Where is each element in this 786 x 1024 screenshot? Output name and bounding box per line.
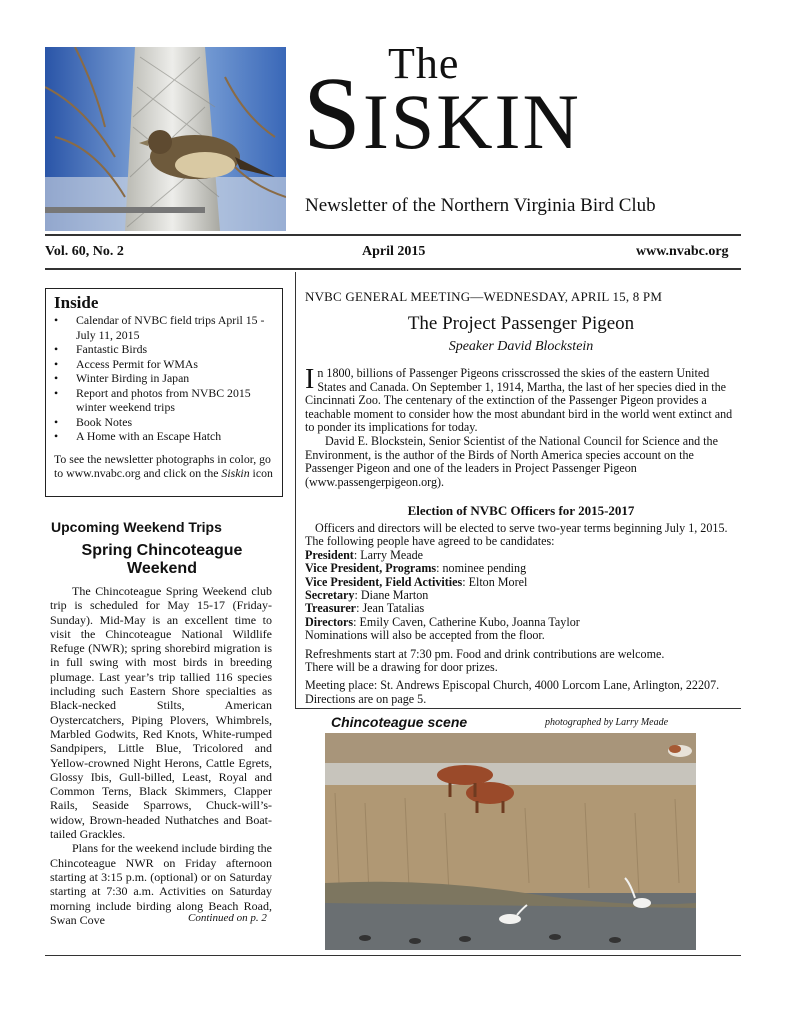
officer-role: Vice President, Field Activities xyxy=(305,574,463,589)
masthead-title-rest: ISKIN xyxy=(362,78,581,165)
officer-name: : Jean Tatalias xyxy=(356,601,425,616)
scene-caption: Chincoteague scene xyxy=(331,714,468,730)
officer-row xyxy=(305,589,737,602)
officer-row xyxy=(305,562,737,575)
inside-note-text: To see the newsletter photographs in color, go to www.nvabc.org and click on the xyxy=(54,451,271,480)
election-heading: Election of NVBC Officers for 2015-2017 xyxy=(407,503,635,518)
inside-item: • A Home with an Escape Hatch xyxy=(54,429,274,444)
volume-number: Vol. 60, No. 2 xyxy=(45,244,124,259)
election-article xyxy=(305,522,737,706)
officer-role: Treasurer xyxy=(305,601,357,616)
masthead-bird-photo xyxy=(45,47,286,231)
masthead-title xyxy=(303,56,581,171)
masthead-the: The xyxy=(388,39,460,88)
trip-paragraph-1: The Chincoteague Spring Weekend club trip is scheduled for May 15-17 (Friday-Sunday). Mid-May is an excellent time to visit the Chincoteague National Wildlife Refuge (NWR); spring shorebird migration is in full swing with most birds in breeding plumage. Last year’s trip tallied 116 species including such Eastern Shore specialties as Black-necked Stilts, American Oystercatchers, Piping Plovers, Whimbrels, Marbled Godwits, Red Knots, White-rumped Sandpipers, Little Blue, Tricolored and Yellow-crowned Night Herons, Cattle Egrets, Glossy Ibis, Gull-billed, Least, Royal and Common Terns, Black Skimmers, Clapper Rails, Seaside Sparrows, Chuck-will’s-widow, Brown-headed Nuthatches and Boat-tailed Grackles. xyxy=(50,584,272,842)
inside-item: • Report and photos from NVBC 2015 winter weekend trips xyxy=(54,386,274,415)
chincoteague-scene-photo xyxy=(325,733,696,950)
inside-item: • Access Permit for WMAs xyxy=(54,357,274,372)
refreshments-note: Refreshments start at 7:30 pm. Food and drink contributions are welcome. xyxy=(305,646,665,661)
officer-role: President xyxy=(305,547,354,562)
inside-note-siskin: Siskin xyxy=(221,466,250,480)
officer-name: : Diane Marton xyxy=(354,588,429,603)
inside-heading: Inside xyxy=(54,293,99,312)
inside-list xyxy=(54,313,274,444)
officer-name: : Emily Caven, Catherine Kubo, Joanna Taylor xyxy=(353,614,580,629)
issue-date: April 2015 xyxy=(362,244,426,259)
nominations-note: Nominations will also be accepted from the floor. xyxy=(305,628,545,643)
meeting-place: Meeting place: St. Andrews Episcopal Church, 4000 Lorcom Lane, Arlington, 22207. Directions are on page 5. xyxy=(305,678,720,706)
inside-item: • Book Notes xyxy=(54,415,274,430)
officer-role: Directors xyxy=(305,614,354,629)
meeting-box-bottom-rule xyxy=(295,708,741,709)
inside-box xyxy=(45,288,283,497)
drop-cap: I xyxy=(305,364,315,395)
officer-name: : Elton Morel xyxy=(462,574,528,589)
meeting-paragraph-2: David E. Blockstein, Senior Scientist of the National Council for Science and the Environment, is the author of the Birds of North America species account on the Passenger Pigeon and one of the leaders in Project Passenger Pigeon (www.passengerpigeon.org). xyxy=(305,433,718,489)
inside-item: • Fantastic Birds xyxy=(54,342,274,357)
photo-credit: photographed by Larry Meade xyxy=(545,717,669,728)
trips-heading: Upcoming Weekend Trips xyxy=(51,519,222,535)
continued-link[interactable]: Continued on p. 2 xyxy=(188,912,267,924)
meeting-paragraph-1 xyxy=(305,364,737,435)
meeting-paragraph-1-text: n 1800, billions of Passenger Pigeons crisscrossed the skies of the eastern United States and Canada. On September 1, 1914, Martha, the last of her species died in the Cincinnati Zoo. The centenary of the extinction of the Passenger Pigeon provides a teachable moment to consider how the most abundant bird in the world went extinct and to ponder its implications for today. xyxy=(305,366,733,435)
officer-row xyxy=(305,549,737,562)
officer-row xyxy=(305,616,737,629)
officer-row xyxy=(305,602,737,615)
officer-name: : Larry Meade xyxy=(353,547,423,562)
trip-title: Spring Chincoteague Weekend xyxy=(81,542,243,577)
meeting-heading: NVBC GENERAL MEETING—WEDNESDAY, APRIL 15, 8 PM xyxy=(305,289,663,304)
election-intro: Officers and directors will be elected to serve two-year terms beginning July 1, 2015. The following people have agreed to be candidates: xyxy=(305,521,728,549)
meeting-speaker: Speaker David Blockstein xyxy=(448,339,594,354)
inside-item: • Winter Birding in Japan xyxy=(54,371,274,386)
officer-name: : nominee pending xyxy=(436,561,527,576)
inside-note-end: icon xyxy=(249,466,273,480)
page-bottom-rule xyxy=(45,955,741,956)
inside-item: • Calendar of NVBC field trips April 15 - July 11, 2015 xyxy=(54,313,274,342)
trip-paragraph-2: Plans for the weekend include birding the Chincoteague NWR on Friday afternoon starting at 3:15 p.m. (optional) or on Saturday starting at 7:30 a.m. Activities on Saturday morning include birding along Beach Road, Swan Cove xyxy=(50,841,272,927)
inside-note xyxy=(54,452,274,481)
column-divider xyxy=(295,272,296,708)
website-link[interactable]: www.nvabc.org xyxy=(636,244,729,259)
door-prizes-note: There will be a drawing for door prizes. xyxy=(305,660,498,675)
officer-row xyxy=(305,576,737,589)
officer-role: Secretary xyxy=(305,588,355,603)
meeting-article xyxy=(305,364,737,489)
masthead-subtitle: Newsletter of the Northern Virginia Bird Club xyxy=(305,195,656,216)
masthead-title-first: S xyxy=(303,56,363,171)
meeting-title: The Project Passenger Pigeon xyxy=(407,313,635,334)
masthead-rule-top xyxy=(45,234,741,236)
trip-article xyxy=(50,584,272,927)
masthead-rule-bottom xyxy=(45,268,741,270)
officer-role: Vice President, Programs xyxy=(305,561,437,576)
